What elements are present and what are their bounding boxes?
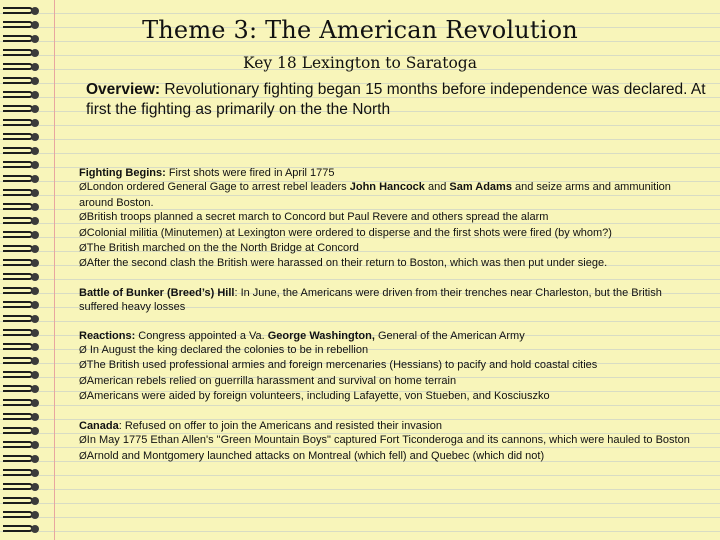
section-intro-text: First shots were fired in April 1775 [165,167,335,179]
notes-content [79,166,703,478]
spiral-ring-icon [3,214,39,228]
bullet-item [79,449,703,464]
spiral-ring-icon [3,354,39,368]
bullet-item [79,374,703,389]
bullet-text: In May 1775 Ethan Allen's "Green Mountain Boys" captured Fort Ticonderoga and its cannons, which were hauled to Boston [86,434,690,447]
overview-paragraph [86,80,706,120]
spiral-ring-icon [3,186,39,200]
bullet-text: American rebels relied on guerrilla harassment and survival on home terrain [86,374,457,387]
spiral-ring-icon [3,522,39,536]
spiral-ring-icon [3,452,39,466]
spiral-ring-icon [3,340,39,354]
arrow-bullet-icon: Ø [79,243,87,255]
spiral-ring-icon [3,144,39,158]
section-fighting-begins [79,166,703,272]
spiral-ring-icon [3,200,39,214]
bullet-item [79,433,703,448]
section-reactions [79,329,703,405]
bullet-text: and [424,181,450,194]
bullet-text: London ordered General Gage to arrest rebel leaders [86,181,350,194]
arrow-bullet-icon: Ø [79,212,87,224]
section-intro [79,166,703,180]
section-intro-text: : Refused on offer to join the Americans and resisted their invasion [118,419,443,432]
spiral-ring-icon [3,424,39,438]
spiral-ring-icon [3,396,39,410]
bullet-item [79,226,703,241]
section-label: Battle of Bunker (Breed’s) Hill [79,286,235,299]
spiral-ring-icon [3,480,39,494]
spiral-ring-icon [3,284,39,298]
bullet-item [79,241,703,256]
spiral-ring-icon [3,116,39,130]
bullet-text: and seize arms and ammunition around Boston. [79,181,671,209]
spiral-ring-icon [3,410,39,424]
arrow-bullet-icon: Ø [79,435,87,447]
bullet-item [79,180,703,210]
section-bunker-hill [79,286,703,315]
bullet-item [79,256,703,271]
arrow-bullet-icon: Ø [79,391,87,403]
section-label: Fighting Begins: [79,167,166,179]
page-title: Theme 3: The American Revolution [142,16,578,44]
notebook-spiral-binding [0,0,44,540]
spiral-ring-icon [3,242,39,256]
page-subtitle: Key 18 Lexington to Saratoga [243,54,477,72]
arrow-bullet-icon: Ø [79,182,87,194]
spiral-ring-icon [3,298,39,312]
bullet-emphasis: John Hancock [349,181,425,194]
bullet-text: In August the king declared the colonies to be in rebellion [86,344,369,357]
spiral-ring-icon [3,256,39,270]
overview-text: Revolutionary fighting began 15 months before independence was declared. At first the fighting as primarily on the the North [86,81,706,118]
overview-label: Overview: [86,81,161,98]
spiral-ring-icon [3,158,39,172]
section-label: Canada [79,419,119,432]
spiral-ring-icon [3,130,39,144]
section-intro-text: : In June, the Americans were driven from their trenches near Charleston, but the British suffered heavy losses [79,286,662,314]
section-intro [79,286,703,315]
section-intro-text: General of the American Army [374,329,525,342]
spiral-ring-icon [3,382,39,396]
bullet-item [79,343,703,358]
arrow-bullet-icon: Ø [79,450,87,462]
spiral-ring-icon [3,88,39,102]
section-intro [79,329,703,343]
bullet-text: The British marched on the the North Bridge at Concord [86,242,359,255]
bullet-text: Arnold and Montgomery launched attacks on Montreal (which fell) and Quebec (which did not) [86,449,545,462]
spiral-ring-icon [3,172,39,186]
section-intro-text: Congress appointed a Va. [135,329,268,342]
spiral-ring-icon [3,102,39,116]
arrow-bullet-icon: Ø [79,360,87,372]
spiral-ring-icon [3,494,39,508]
bullet-item [79,358,703,373]
arrow-bullet-icon: Ø [79,258,87,270]
spiral-ring-icon [3,228,39,242]
spiral-ring-icon [3,438,39,452]
spiral-ring-icon [3,368,39,382]
section-intro [79,419,703,433]
spiral-ring-icon [3,74,39,88]
bullet-emphasis: Sam Adams [449,181,512,194]
bullet-text: After the second clash the British were harassed on their return to Boston, which was then put under siege. [86,257,608,270]
bullet-text: Colonial militia (Minutemen) at Lexington were ordered to disperse and the first shots were fired (by whom?) [86,226,612,239]
arrow-bullet-icon: Ø [79,227,87,239]
bullet-item [79,389,703,404]
spiral-ring-icon [3,270,39,284]
bullet-text: The British used professional armies and foreign mercenaries (Hessians) to pacify and hold coastal cities [86,359,598,372]
bullet-text: British troops planned a secret march to Concord but Paul Revere and others spread the alarm [86,211,549,224]
section-canada [79,419,703,464]
arrow-bullet-icon: Ø [79,375,87,387]
section-emphasis: George Washington, [267,329,375,342]
bullet-item [79,210,703,225]
spiral-ring-icon [3,466,39,480]
spiral-ring-icon [3,508,39,522]
arrow-bullet-icon: Ø [79,345,87,357]
section-label: Reactions: [79,329,136,342]
spiral-ring-icon [3,312,39,326]
bullet-text: Americans were aided by foreign volunteers, including Lafayette, von Stueben, and Kosciuszko [86,390,550,403]
spiral-ring-icon [3,326,39,340]
